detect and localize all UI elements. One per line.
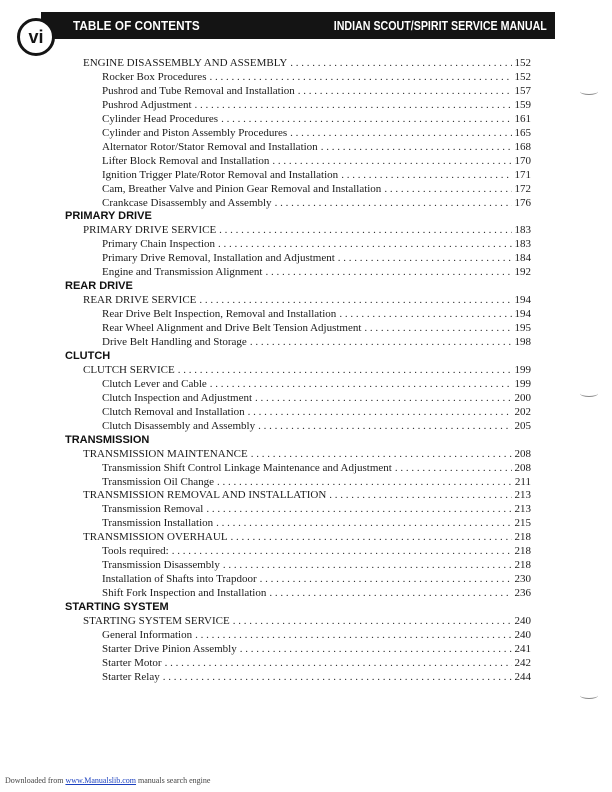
toc-page-number: 213 <box>514 489 531 502</box>
toc-entry-title: Transmission Shift Control Linkage Maintenance and Adjustment <box>102 461 392 474</box>
dot-leader <box>218 238 511 250</box>
toc-entry[interactable] <box>102 392 531 406</box>
dot-leader <box>395 462 512 474</box>
toc-entry[interactable] <box>102 378 531 392</box>
toc-entry-title: REAR DRIVE SERVICE <box>83 294 197 307</box>
toc-entry[interactable] <box>102 71 531 85</box>
toc-page-number: 241 <box>514 642 531 655</box>
dot-leader <box>338 252 512 264</box>
toc-entry-title: TRANSMISSION REMOVAL AND INSTALLATION <box>83 489 327 502</box>
toc-page-number: 152 <box>514 57 531 69</box>
dot-leader <box>275 197 512 209</box>
dot-leader <box>384 183 511 195</box>
toc-entry-title: Alternator Rotor/Stator Removal and Installation <box>102 140 318 153</box>
dot-leader <box>240 643 512 655</box>
toc-entry[interactable] <box>102 155 531 169</box>
footer-prefix: Downloaded from <box>5 776 64 785</box>
dot-leader <box>364 322 511 334</box>
section-heading: STARTING SYSTEM <box>65 601 169 614</box>
toc-page-number: 176 <box>514 196 531 209</box>
dot-leader <box>195 629 511 641</box>
toc-entry-title: Rocker Box Procedures <box>102 70 207 83</box>
toc-entry[interactable] <box>102 476 531 490</box>
toc-entry[interactable] <box>102 517 531 531</box>
toc-page-number: 194 <box>514 294 531 307</box>
toc-entry-title: Installation of Shafts into Trapdoor <box>102 573 257 586</box>
toc-entry[interactable] <box>102 587 531 601</box>
toc-entry-title: Tools required: <box>102 545 169 558</box>
toc-entry-title: Clutch Lever and Cable <box>102 377 207 390</box>
toc-entry[interactable] <box>102 141 531 155</box>
toc-entry-title: Clutch Disassembly and Assembly <box>102 419 256 432</box>
toc-page-number: 199 <box>514 363 531 376</box>
dot-leader <box>233 615 512 627</box>
dot-leader <box>321 141 512 153</box>
dot-leader <box>195 99 512 111</box>
toc-entry-title: Clutch Inspection and Adjustment <box>102 391 253 404</box>
toc-page-number: 184 <box>514 252 531 265</box>
toc-page-number: 218 <box>514 531 531 544</box>
toc-entry[interactable] <box>102 322 531 336</box>
binding-mark <box>580 88 598 95</box>
dot-leader <box>298 85 512 97</box>
dot-leader <box>260 573 512 585</box>
toc-entry[interactable] <box>102 462 531 476</box>
toc-entry[interactable] <box>102 643 531 657</box>
binding-mark <box>580 390 598 397</box>
toc-page-number: 244 <box>514 670 531 683</box>
toc-entry-title: Rear Drive Belt Inspection, Removal and Installation <box>102 308 337 321</box>
toc-entry-title: Primary Drive Removal, Installation and Adjustment <box>102 252 335 265</box>
toc-page-number: 199 <box>514 377 531 390</box>
toc-entry[interactable] <box>102 266 531 280</box>
toc-page-number: 171 <box>514 168 531 181</box>
toc-entry-title: Cylinder and Piston Assembly Procedures <box>102 126 288 139</box>
toc-entry-title: STARTING SYSTEM SERVICE <box>83 615 230 627</box>
toc-chapter-entry[interactable] <box>83 448 531 462</box>
toc-entry[interactable] <box>102 252 531 266</box>
toc-entry[interactable] <box>102 169 531 183</box>
toc-entry-title: General Information <box>102 628 193 641</box>
toc-entry[interactable] <box>102 197 531 211</box>
toc-page-number: 170 <box>514 154 531 167</box>
toc-page-number: 200 <box>514 391 531 404</box>
toc-page-number: 213 <box>514 503 531 516</box>
dot-leader <box>216 517 511 529</box>
toc-chapter-entry[interactable] <box>83 364 531 378</box>
toc-chapter-entry[interactable] <box>83 57 531 71</box>
toc-entry-title: Ignition Trigger Plate/Rotor Removal and Installation <box>102 168 339 181</box>
dot-leader <box>210 378 512 390</box>
dot-leader <box>269 587 511 599</box>
toc-page-number: 236 <box>514 587 531 600</box>
header-title: TABLE OF CONTENTS <box>73 18 200 33</box>
toc-entry-title: Shift Fork Inspection and Installation <box>102 587 267 600</box>
header-bar <box>41 12 555 39</box>
dot-leader <box>219 224 511 236</box>
dot-leader <box>265 266 511 278</box>
footer <box>5 776 210 785</box>
manual-title: INDIAN SCOUT/SPIRIT SERVICE MANUAL <box>333 18 547 33</box>
dot-leader <box>248 406 512 418</box>
dot-leader <box>329 489 511 501</box>
toc-entry-title: ENGINE DISASSEMBLY AND ASSEMBLY <box>83 57 288 69</box>
toc-page-number: 183 <box>514 224 531 237</box>
toc-entry-title: Transmission Removal <box>102 503 204 516</box>
toc-page-number: 152 <box>514 70 531 83</box>
dot-leader <box>255 392 511 404</box>
toc-entry-title: Pushrod and Tube Removal and Installation <box>102 84 295 97</box>
toc-page-number: 172 <box>514 182 531 195</box>
toc-entry-title: Starter Relay <box>102 670 160 683</box>
toc-entry-title: Clutch Removal and Installation <box>102 405 245 418</box>
toc-page-number: 208 <box>514 461 531 474</box>
toc-entry[interactable] <box>102 183 531 197</box>
toc-entry[interactable] <box>102 127 531 141</box>
toc-entry-title: Lifter Block Removal and Installation <box>102 154 270 167</box>
dot-leader <box>178 364 512 376</box>
toc-entry-title: Pushrod Adjustment <box>102 98 192 111</box>
toc-entry-title: Cylinder Head Procedures <box>102 112 219 125</box>
toc-page-number: 194 <box>514 308 531 321</box>
toc-page-number: 230 <box>514 573 531 586</box>
toc-entry[interactable] <box>102 406 531 420</box>
toc-chapter-entry[interactable] <box>83 489 531 503</box>
toc-entry-title: Primary Chain Inspection <box>102 238 216 251</box>
toc-page-number: 218 <box>514 545 531 558</box>
toc-entry[interactable] <box>102 420 531 434</box>
dot-leader <box>250 336 512 348</box>
toc-entry[interactable] <box>102 629 531 643</box>
page-number-badge: vi <box>17 18 55 56</box>
toc-entry[interactable] <box>102 545 531 559</box>
toc-entry[interactable] <box>102 657 531 671</box>
dot-leader <box>163 671 512 683</box>
dot-leader <box>165 657 512 669</box>
toc-page-number: 157 <box>514 84 531 97</box>
dot-leader <box>172 545 512 557</box>
dot-leader <box>221 113 511 125</box>
toc-entry-title: Crankcase Disassembly and Assembly <box>102 196 272 209</box>
toc-entry[interactable] <box>102 113 531 127</box>
toc-page-number: 208 <box>514 447 531 460</box>
dot-leader <box>217 476 512 488</box>
toc-chapter-entry[interactable] <box>83 615 531 629</box>
toc-entry[interactable] <box>102 99 531 113</box>
toc-page-number: 192 <box>514 266 531 279</box>
toc-entry[interactable] <box>102 671 531 685</box>
toc-entry-title: Transmission Oil Change <box>102 475 215 488</box>
toc-entry-title: Transmission Disassembly <box>102 559 220 572</box>
toc-entry-title: Rear Wheel Alignment and Drive Belt Tension Adjustment <box>102 322 362 335</box>
toc-chapter-entry[interactable] <box>83 531 531 545</box>
toc-page-number: 205 <box>514 419 531 432</box>
footer-link[interactable]: www.Manualslib.com <box>65 776 137 785</box>
toc-entry-title: Engine and Transmission Alignment <box>102 266 263 279</box>
dot-leader <box>199 294 511 306</box>
toc-entry-title: Starter Drive Pinion Assembly <box>102 642 237 655</box>
footer-suffix: manuals search engine <box>138 776 211 785</box>
toc-page-number: 165 <box>514 126 531 139</box>
binding-mark <box>580 692 598 699</box>
toc-page-number: 215 <box>514 517 531 530</box>
toc-page-number: 159 <box>514 98 531 111</box>
dot-leader <box>206 503 511 515</box>
toc-entry[interactable] <box>102 336 531 350</box>
dot-leader <box>251 448 512 460</box>
dot-leader <box>258 420 511 432</box>
dot-leader <box>223 559 512 571</box>
dot-leader <box>231 531 512 543</box>
toc-page-number: 242 <box>514 656 531 669</box>
toc-entry-title: Cam, Breather Valve and Pinion Gear Removal and Installation <box>102 182 382 195</box>
toc-page-number: 218 <box>514 559 531 572</box>
toc-page-number: 195 <box>514 322 531 335</box>
toc-entry[interactable] <box>102 573 531 587</box>
toc-chapter-entry[interactable] <box>83 224 531 238</box>
toc-entry-title: Starter Motor <box>102 656 162 669</box>
toc-entry[interactable] <box>102 559 531 573</box>
dot-leader <box>290 127 511 139</box>
section-heading: REAR DRIVE <box>65 280 133 293</box>
toc-page-number: 168 <box>514 140 531 153</box>
toc-page-number: 161 <box>514 112 531 125</box>
dot-leader <box>209 71 511 83</box>
toc-entry-title: TRANSMISSION MAINTENANCE <box>83 447 248 460</box>
toc-entry-title: PRIMARY DRIVE SERVICE <box>83 224 217 237</box>
toc-chapter-entry[interactable] <box>83 294 531 308</box>
toc-page-number: 240 <box>514 615 531 627</box>
dot-leader <box>272 155 511 167</box>
section-heading: TRANSMISSION <box>65 433 150 446</box>
toc-entry-title: Transmission Installation <box>102 517 214 530</box>
section-heading: PRIMARY DRIVE <box>65 210 152 223</box>
toc-page-number: 240 <box>514 628 531 641</box>
toc-entry-title: TRANSMISSION OVERHAUL <box>83 531 228 544</box>
toc-entry[interactable] <box>102 308 531 322</box>
toc-page-number: 198 <box>514 336 531 348</box>
toc-entry-title: CLUTCH SERVICE <box>83 363 175 376</box>
section-heading: CLUTCH <box>65 349 111 362</box>
toc-page-number: 202 <box>514 405 531 418</box>
dot-leader <box>339 308 511 320</box>
dot-leader <box>341 169 511 181</box>
toc-page-number: 183 <box>514 238 531 251</box>
toc-page-number: 211 <box>514 475 531 488</box>
toc-entry[interactable] <box>102 238 531 252</box>
toc-entry-title: Drive Belt Handling and Storage <box>102 336 247 348</box>
toc-entry[interactable] <box>102 503 531 517</box>
toc-entry[interactable] <box>102 85 531 99</box>
dot-leader <box>290 57 511 69</box>
